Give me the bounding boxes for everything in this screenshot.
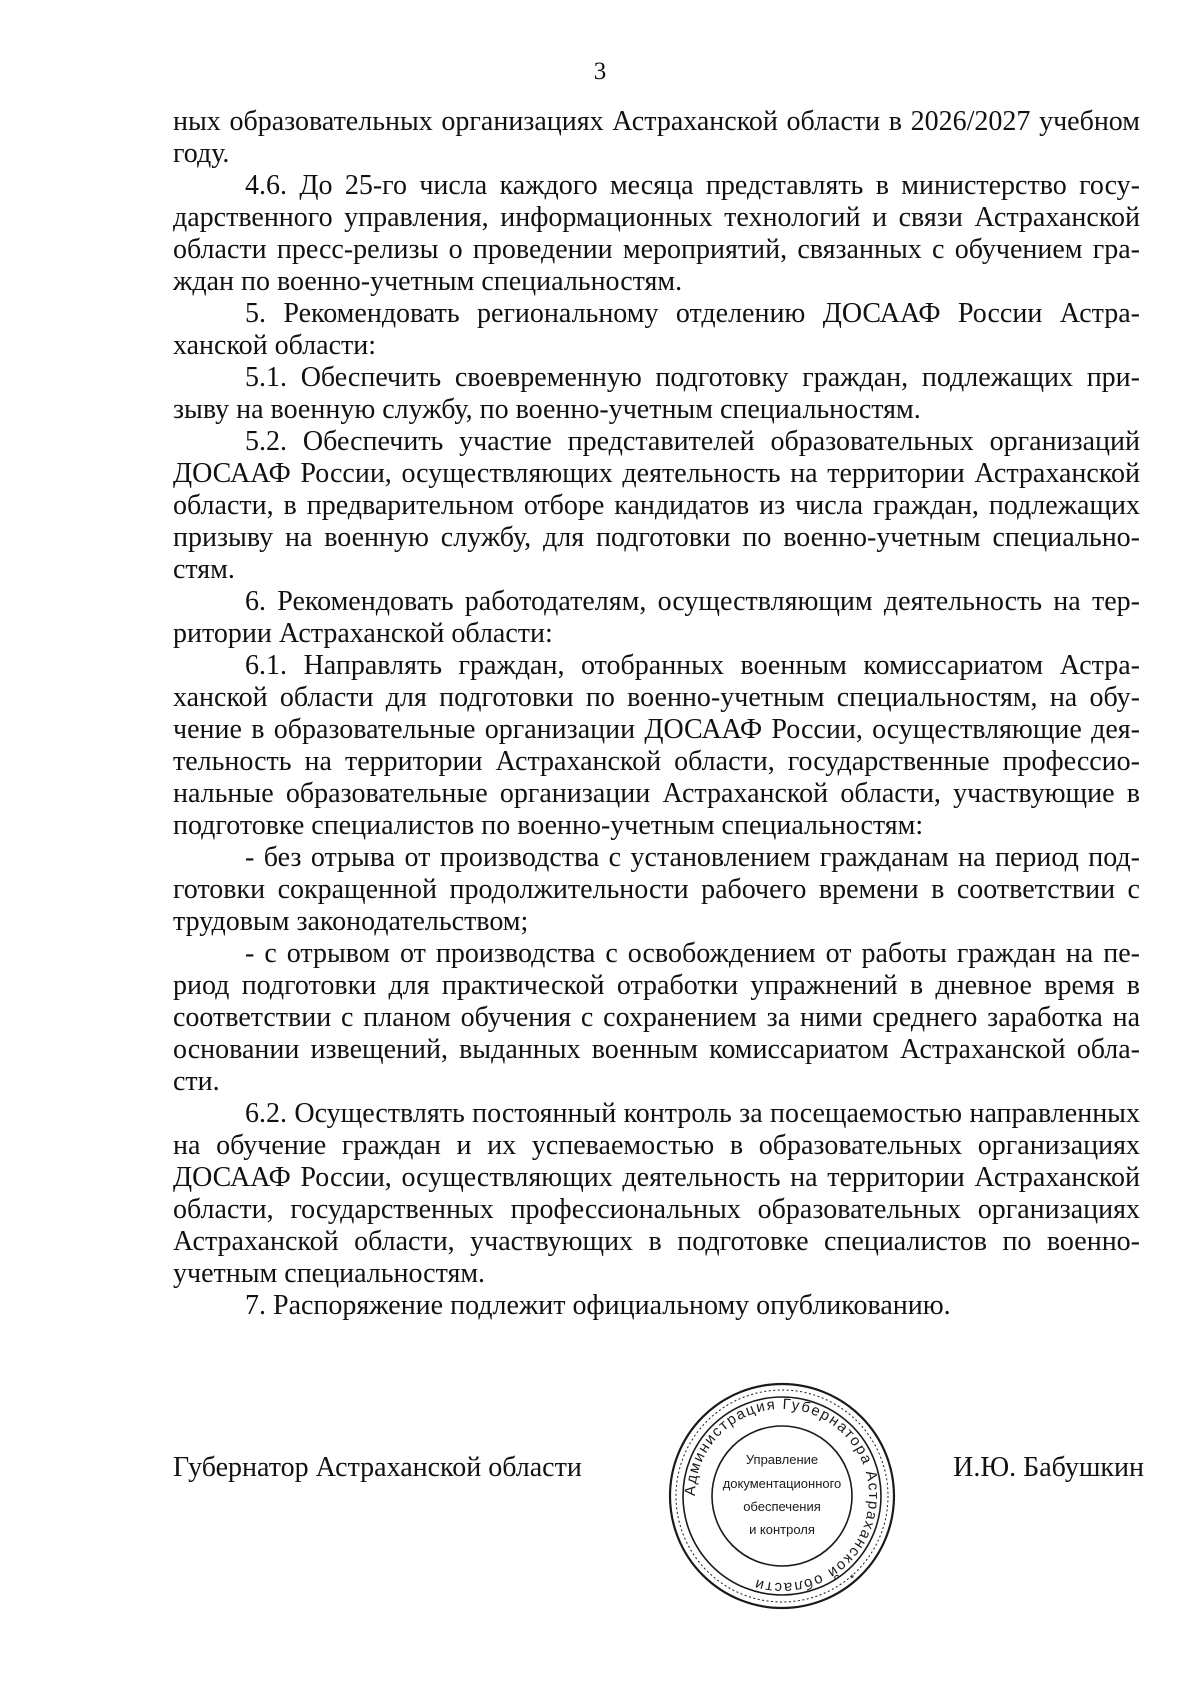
paragraph-5-2: 5.2. Обеспечить участие представителей образовательных организаций ДОСААФ России, осуществляющих деятельность на территории Астраханской области, в предварительном отборе кандидатов из числа граждан, подлежащих призыву на военную службу, для подготовки по военно-учетным специальностям. <box>173 426 1140 585</box>
paragraph-6-2: 6.2. Осуществлять постоянный контроль за посещаемостью направленных на обучение граждан и их успеваемостью в образовательных организациях ДОСААФ России, осуществляющих деятельность на территории Астраханской области, государственных профессиональных образовательных организациях Астраханской области, участвующих в подготовке специалистов по военно-учетным специальностям. <box>173 1098 1140 1289</box>
page-number: 3 <box>593 58 607 85</box>
paragraph-continuation: ных образовательных организациях Астраханской области в 2026/2027 учебном году. <box>173 106 1140 169</box>
paragraph-4-6: 4.6. До 25-го числа каждого месяца представлять в министерство государственного управления, информационных технологий и связи Астраханской области пресс-релизы о проведении мероприятий, связанных с обучением граждан по военно-учетным специальностям. <box>173 170 1140 297</box>
paragraph-6: 6. Рекомендовать работодателям, осуществляющим деятельность на территории Астраханской области: <box>173 586 1140 649</box>
paragraph-6-1: 6.1. Направлять граждан, отобранных военным комиссариатом Астраханской области для подготовки по военно-учетным специальностям, на обучение в образовательные организации ДОСААФ России, осуществляющие деятельность на территории Астраханской области, государственные профессиональные образовательные организации Астраханской области, участвующие в подготовке специалистов по военно-учетным специальностям: <box>173 650 1140 841</box>
paragraph-5-1: 5.1. Обеспечить своевременную подготовку граждан, подлежащих призыву на военную службу, по военно-учетным специальностям. <box>173 362 1140 425</box>
signatory-name: И.Ю. Бабушкин <box>953 1452 1144 1483</box>
paragraph-7: 7. Распоряжение подлежит официальному опубликованию. <box>245 1290 951 1321</box>
official-seal <box>666 1380 898 1612</box>
seal-graphic <box>666 1380 898 1612</box>
bullet-without-leave: - без отрыва от производства с установлением гражданам на период подготовки сокращенной продолжительности рабочего времени в соответствии с трудовым законодательством; <box>173 842 1140 937</box>
signatory-title: Губернатор Астраханской области <box>173 1452 582 1483</box>
document-body <box>173 106 1140 1322</box>
seal-inner-ring <box>712 1426 852 1566</box>
seal-center-line: Управление <box>745 1452 819 1467</box>
seal-center-line: документационного <box>722 1476 842 1491</box>
seal-ring-text: Администрация Губернатора Астраханской области <box>681 1395 883 1597</box>
seal-center-line: обеспечения <box>743 1499 821 1514</box>
seal-star-icon: * <box>850 1573 855 1585</box>
bullet-with-leave: - с отрывом от производства с освобождением от работы граждан на период подготовки для практической отработки упражнений в дневное время в соответствии с планом обучения с сохранением за ними среднего заработка на основании извещений, выданных военным комиссариатом Астраханской области. <box>173 938 1140 1097</box>
seal-center-line: и контроля <box>749 1522 815 1537</box>
seal-dotted-ring <box>676 1390 888 1602</box>
seal-outer-ring <box>670 1384 894 1608</box>
paragraph-5: 5. Рекомендовать региональному отделению ДОСААФ России Астраханской области: <box>173 298 1140 361</box>
